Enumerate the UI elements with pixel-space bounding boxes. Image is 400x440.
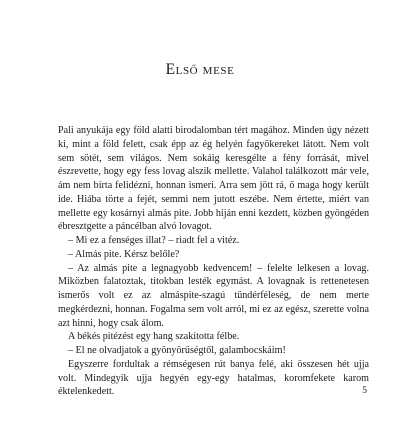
paragraph-3: – Almás pite. Kérsz belőle? xyxy=(68,248,180,260)
paragraph-4: – Az almás pite a legnagyobb kedvencem! – felelte lelkesen a lovag. Miközben falatoztak, titokban lesték egymást. A lovagnak is rettenetesen ismerős volt ez az almáspite-szagú tündérféleség, de nem merte megkérdezni, honnan. Fogalma sem volt arról, mi ez az egész, szerette volna azt hinni, hogy csak álom. xyxy=(58,262,369,329)
paragraph-6: – El ne olvadjatok a gyönyörűségtől, galambocskáim! xyxy=(68,345,286,356)
chapter-title: Első mese xyxy=(165,61,235,78)
paragraph-5: A békés pitézést egy hang szakította félbe. xyxy=(68,331,240,343)
paragraph-1: Pali anyukája egy föld alatti birodalomban tért magához. Minden úgy nézett ki, mint a föld felett, csak épp az ég helyén fagyökereket látott. Nem volt sem sötét, sem világos. Nem sokáig keresgélte a fény forrását, mivel észrevette, hogy egy fess lovag alszik mellette. Valahol találkozott már vele, ám nem bírta felidézni, honnan ismeri. Arra sem jött rá, ő maga hogy került ide. Hiába törte a fejét, semmi nem jutott eszébe. Nem értette, miért van mellette egy kosárnyi almás pite. Jobb híján enni kezdett, közben gyöngéden ébresztgette a páncélban alvó lovagot. xyxy=(58,125,369,233)
paragraph-2: – Mi ez a fenséges illat? – riadt fel a vitéz. xyxy=(68,235,240,246)
page-number: 5 xyxy=(362,386,367,396)
body-text xyxy=(58,124,369,399)
paragraph-7: Egyszerre fordultak a rémségesen rút banya felé, aki összesen hét ujja volt. Mindegyik ujja hegyén egy-egy hatalmas, koromfekete karom éktelenkedett. xyxy=(58,358,369,398)
